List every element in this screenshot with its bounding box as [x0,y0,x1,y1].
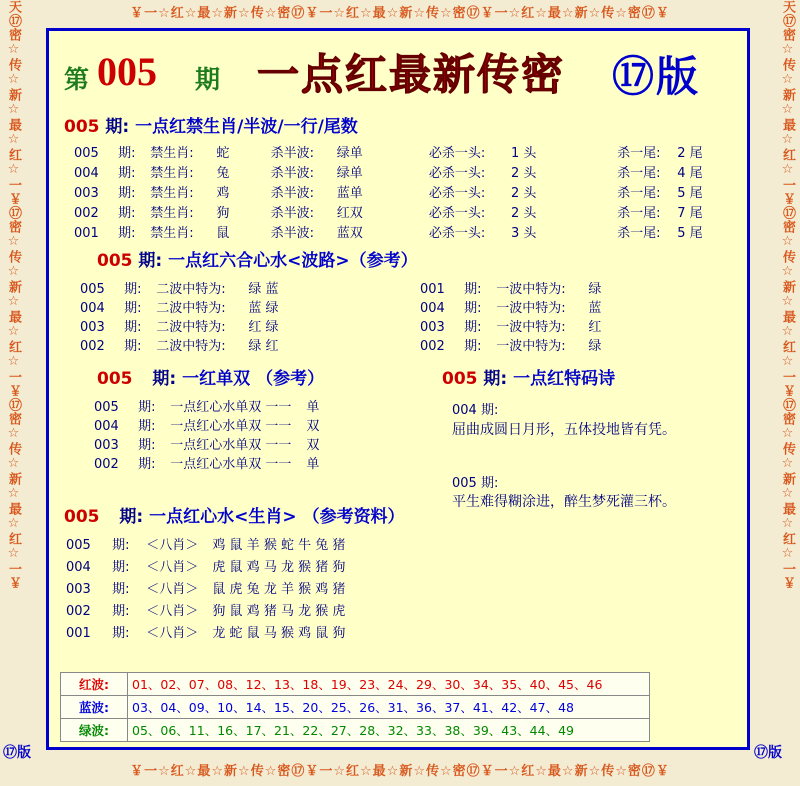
row-qi: 期: [118,226,136,241]
table-row [66,556,345,575]
row-value4: 5 尾 [677,186,703,201]
row-value: 蓝 [588,301,602,316]
table-row [74,162,703,181]
row-value4: 2 尾 [677,146,703,161]
row-text: 二波中特为: [156,301,226,316]
poem-issue-number: 005 [452,476,477,491]
section1-heading [64,112,358,137]
row-text: 一波中特为: [496,301,566,316]
table-row [74,202,703,221]
row-qi: 期: [138,419,156,434]
table-row [80,335,279,354]
row-issue: 004 [94,419,119,434]
table-row [94,434,319,453]
section3-qi: 期: [152,369,177,389]
wave-label-blue: 蓝波: [61,696,128,719]
section4-issue: 005 [442,369,478,389]
row-field1: 禁生肖: [150,146,194,161]
row-value: 绿 [588,282,602,297]
row-issue: 004 [80,301,105,316]
row-qi: 期: [118,206,136,221]
row-tag: ＜八肖＞ [146,582,199,597]
corner-badge-bottom-left: ⑰版 [3,745,31,761]
border-band-bottom [0,760,800,784]
row-issue: 002 [80,339,105,354]
row-issue: 004 [74,166,99,181]
poem-issue [452,472,498,491]
row-issue: 003 [420,320,445,335]
row-issue: 005 [80,282,105,297]
row-value3: 2 头 [510,166,537,181]
wave-numbers-green: 05、06、11、16、17、21、22、27、28、32、33、38、39、43、44、49 [128,719,650,742]
row-field2: 杀半波: [270,166,314,181]
row-issue: 002 [74,206,99,221]
table-row [80,297,279,316]
row-tag: ＜八肖＞ [146,538,199,553]
row-issue: 001 [74,226,99,241]
row-qi: 期: [464,320,482,335]
row-qi: 期: [124,339,142,354]
border-pattern-text-vertical: 天⑰密☆传☆新☆最☆红☆一￥⑰密☆传☆新☆最☆红☆一￥⑰密☆传☆新☆最☆红☆一￥ [780,0,795,590]
row-text: 二波中特为: [156,339,226,354]
table-row [80,278,279,297]
row-qi: 期: [112,604,130,619]
border-band-right [776,0,800,786]
section4-title: 一点红特码诗 [513,369,616,389]
row-value1: 鼠 [216,226,230,241]
row-text: 一波中特为: [496,339,566,354]
row-tag: ＜八肖＞ [146,604,199,619]
issue-suffix-label: 期 [195,65,221,94]
row-issue: 004 [420,301,445,316]
table-row [94,396,319,415]
row-value3: 2 头 [510,206,537,221]
border-pattern-text: ￥一☆红☆最☆新☆传☆密⑰￥一☆红☆最☆新☆传☆密⑰￥一☆红☆最☆新☆传☆密⑰￥ [130,764,670,779]
row-field2: 杀半波: [270,186,314,201]
section5-heading [64,502,405,527]
wave-number-table [60,672,650,742]
section4-qi: 期: [483,369,508,389]
table-row [66,600,345,619]
row-field1: 禁生肖: [150,206,194,221]
wave-label-red: 红波: [61,673,128,696]
row-value2: 蓝双 [336,226,363,241]
poster-header [52,42,744,102]
wave-label-green: 绿波: [61,719,128,742]
row-animals: 龙 蛇 鼠 马 猴 鸡 鼠 狗 [212,626,346,641]
row-issue: 002 [94,457,119,472]
poem-issue-qi: 期: [480,476,499,491]
row-value: 双 [306,438,320,453]
row-value: 单 [306,457,320,472]
row-qi: 期: [112,626,130,641]
table-row [420,335,601,354]
row-qi: 期: [112,582,130,597]
row-text: 二波中特为: [156,282,226,297]
row-qi: 期: [138,438,156,453]
table-row [61,696,650,719]
poster-card [46,28,750,750]
row-value: 单 [306,400,320,415]
row-value2: 蓝单 [336,186,363,201]
row-value: 红 绿 [248,320,279,335]
row-field4: 杀一尾: [617,206,661,221]
row-qi: 期: [118,186,136,201]
section1-title: 一点红禁生肖/半波/一行/尾数 [135,117,358,137]
table-row [61,719,650,742]
row-field2: 杀半波: [270,226,314,241]
table-row [80,316,279,335]
row-tag: ＜八肖＞ [146,560,199,575]
row-tag: ＜八肖＞ [146,626,199,641]
row-qi: 期: [464,339,482,354]
row-qi: 期: [112,538,130,553]
table-row [74,182,703,201]
row-text: 一点红心水单双 一一 [170,400,292,415]
table-row [94,415,319,434]
section3-title: 一红单双 （参考） [182,369,325,389]
row-qi: 期: [124,282,142,297]
row-field1: 禁生肖: [150,226,194,241]
row-value3: 1 头 [510,146,537,161]
poem-issue-qi: 期: [480,403,499,418]
row-text: 一点红心水单双 一一 [170,419,292,434]
row-qi: 期: [112,560,130,575]
row-value3: 2 头 [510,186,537,201]
table-row [94,453,319,472]
row-value: 绿 红 [248,339,279,354]
section2-issue: 005 [97,251,133,271]
section1-qi: 期: [105,117,130,137]
row-value4: 4 尾 [677,166,703,181]
row-field3: 必杀一头: [428,166,486,181]
row-text: 二波中特为: [156,320,226,335]
row-animals: 鼠 虎 兔 龙 羊 猴 鸡 猪 [212,582,346,597]
border-pattern-text: ￥一☆红☆最☆新☆传☆密⑰￥一☆红☆最☆新☆传☆密⑰￥一☆红☆最☆新☆传☆密⑰￥ [130,6,670,21]
row-value4: 5 尾 [677,226,703,241]
row-value2: 绿单 [336,166,363,181]
row-qi: 期: [124,320,142,335]
row-value1: 蛇 [216,146,230,161]
table-row [420,316,601,335]
row-value: 红 [588,320,602,335]
row-field1: 禁生肖: [150,166,194,181]
row-field3: 必杀一头: [428,186,486,201]
row-qi: 期: [138,400,156,415]
row-field1: 禁生肖: [150,186,194,201]
row-text: 一点红心水单双 一一 [170,457,292,472]
row-value3: 3 头 [510,226,537,241]
row-text: 一波中特为: [496,320,566,335]
row-issue: 003 [94,438,119,453]
row-qi: 期: [124,301,142,316]
poem-line: 屈曲成圆日月形，五体投地皆有凭。 [452,422,676,438]
table-row [66,534,345,553]
table-row [66,578,345,597]
row-animals: 狗 鼠 鸡 猪 马 龙 猴 虎 [212,604,346,619]
section3-issue: 005 [97,369,133,389]
row-qi: 期: [118,166,136,181]
row-text: 一波中特为: [496,282,566,297]
row-qi: 期: [464,301,482,316]
row-value: 绿 蓝 [248,282,279,297]
row-animals: 鸡 鼠 羊 猴 蛇 牛 兔 猪 [212,538,346,553]
section5-qi: 期: [119,507,144,527]
row-value2: 红双 [336,206,363,221]
row-value1: 兔 [216,166,230,181]
row-value1: 狗 [216,206,230,221]
row-qi: 期: [464,282,482,297]
row-field2: 杀半波: [270,146,314,161]
row-value2: 绿单 [336,146,363,161]
poem-line: 平生难得糊涂进，醉生梦死灌三杯。 [452,494,676,510]
row-field4: 杀一尾: [617,226,661,241]
wave-numbers-red: 01、02、07、08、12、13、18、19、23、24、29、30、34、35、40、45、46 [128,673,650,696]
row-value4: 7 尾 [677,206,703,221]
row-field3: 必杀一头: [428,226,486,241]
row-issue: 003 [80,320,105,335]
row-field4: 杀一尾: [617,166,661,181]
row-value: 双 [306,419,320,434]
row-field3: 必杀一头: [428,146,486,161]
row-qi: 期: [118,146,136,161]
row-field4: 杀一尾: [617,186,661,201]
row-issue: 001 [66,626,91,641]
border-pattern-text-vertical: 天⑰密☆传☆新☆最☆红☆一￥⑰密☆传☆新☆最☆红☆一￥⑰密☆传☆新☆最☆红☆一￥ [6,0,21,590]
row-field3: 必杀一头: [428,206,486,221]
section2-title: 一点红六合心水<波路>（参考） [168,251,418,271]
section3-heading [97,364,324,389]
border-band-top [0,2,800,26]
edition-badge: ⑰版 [612,52,701,101]
row-issue: 005 [74,146,99,161]
row-issue: 005 [94,400,119,415]
row-value: 绿 [588,339,602,354]
row-value: 蓝 绿 [248,301,279,316]
row-issue: 002 [420,339,445,354]
row-value1: 鸡 [216,186,230,201]
corner-badge-bottom-right: ⑰版 [754,745,782,761]
table-row [66,622,345,641]
row-animals: 虎 鼠 鸡 马 龙 猴 猪 狗 [212,560,346,575]
row-issue: 003 [74,186,99,201]
border-band-left [2,0,26,786]
row-text: 一点红心水单双 一一 [170,438,292,453]
row-qi: 期: [138,457,156,472]
section4-heading [442,364,615,389]
section2-heading [97,246,418,271]
row-issue: 005 [66,538,91,553]
row-issue: 001 [420,282,445,297]
section1-issue: 005 [64,117,100,137]
page-title: 一点红最新传密 [257,50,566,99]
section5-title: 一点红心水<生肖> （参考资料） [149,507,405,527]
row-field2: 杀半波: [270,206,314,221]
table-row [420,297,601,316]
row-field4: 杀一尾: [617,146,661,161]
row-issue: 004 [66,560,91,575]
poem-issue [452,399,498,418]
table-row [61,673,650,696]
row-issue: 002 [66,604,91,619]
section2-qi: 期: [138,251,163,271]
section5-issue: 005 [64,507,100,527]
issue-number: 005 [97,49,157,94]
poster-card-inner [52,34,744,744]
table-row [420,278,601,297]
table-row [74,222,703,241]
table-row [74,142,703,161]
poem-issue-number: 004 [452,403,477,418]
wave-numbers-blue: 03、04、09、10、14、15、20、25、26、31、36、37、41、42、47、48 [128,696,650,719]
row-issue: 003 [66,582,91,597]
issue-prefix-label: 第 [64,65,90,94]
